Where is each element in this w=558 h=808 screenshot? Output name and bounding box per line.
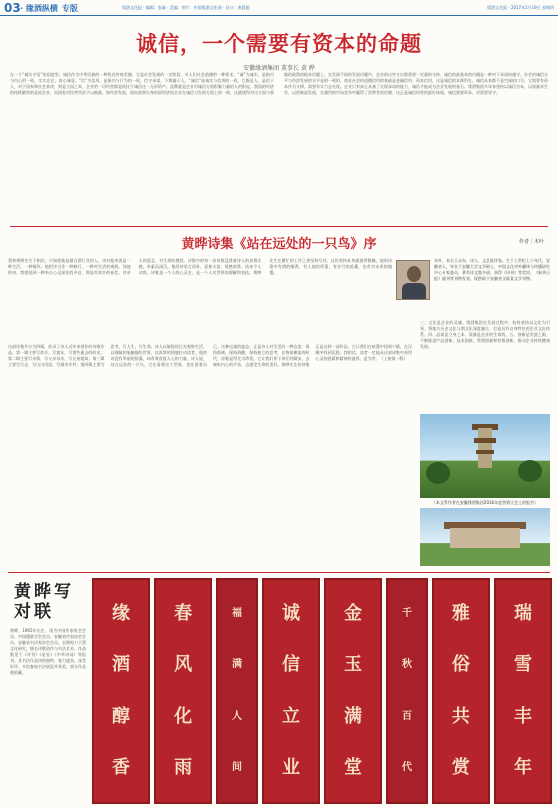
couplet-panel: 春 风 化 雨 <box>154 578 212 804</box>
article-continuation: 三、文化是企业的灵魂。缘酒集团在发展过程中，始终坚持以文化为引领，将地方历史文化与酒文化深度融合，打造具有自身特色的企业文化体系。四、品质是立身之本，质量是企业的生命线。五、创新是发展之源，不断推进产品创新、技术创新、管理创新和营销创新，推动企业持续健康发展。 <box>420 320 550 349</box>
article-byline: 安徽缘酒集团 董事长 黄 晔 <box>243 65 315 72</box>
article-headline: 诚信，一个需要有资本的命题 <box>136 31 422 56</box>
calligraphy-title: 黄晔写对联 <box>14 582 74 622</box>
section-divider <box>8 572 550 573</box>
preface-body: 我和黄晔先生不相识，只知道他是做白酒行业的人。诗对他来说是一种生活，一种情怀。他把诗当作一种修行，一种对生活的观照。读他的诗，我感觉到一种来自心灵深处的声音，那是对故乡的眷恋，对亲人的思念，对生命的感悟。诗集中的每一首诗都浸透着诗人的真情实感，朴素而深沉。他的诗语言质朴，意象丰富，情感真挚，读来令人动容。诗歌是一个人的心灵史，是一个人对世界的理解和表达。黄晔先生在繁忙的工作之余坚持写诗，这份坚持本身就值得敬佩。他的诗歌中有酒的醇香，有土地的厚重，有岁月的沧桑，也有对未来的憧憬。 <box>8 258 392 275</box>
article-body: 在一个“诚实守信”的国度里，诚信作为中华民族的一种优良传统美德，它是社会发展的一定阶段，对人们社会道德的一种要求。“诚”为诚实，是指内与内心的一致，实实在在，真心诚意。“信”为信用，是指内与行为的一致，信守承诺，不欺骗于人。“诚信”是诚实与信用的一致，它既是人，是信于人，对于国家和社会来讲，则是立国之本，企业的一切经营都是依托于诚信这一无形资产。品牌就是企业对诚信方面积累力量的人的积淀。我国的经济的持续繁荣的是原企业，而国家对民营经济予以鼓励，如经济发展，面向需要自身的原经济的企业在诚信与发展方面上的一致，这就使得对这方面与要做的政策的根本问题上，在发展不同的发展问题中，企业的这些支出都需要一定量的支持，诚信的最基本的内涵是一种对于承诺的遵守。社会的诚信水平与经济发展的水平是相一致的。商业社会的道德信用的基础是金融信用、资本信用，这是诚信的本源所在。诚信从来都不是空洞的口号，它需要有资本作为支撑，需要有实力去兑现。企业只有真正具备了兑现承诺的能力，诚信才能成为企业发展的基石。缘酒集团多年来坚持以诚信为本，以质量求生存，以创新谋发展，在激烈的市场竞争中赢得了消费者的信赖，这正是诚信经营的最好体现。诚信需要资本，更需要坚守。 <box>10 72 548 95</box>
couplet-panel: 雅 俗 共 赏 <box>432 578 490 804</box>
section-title: · 缘酒纵横 专版 <box>20 4 78 13</box>
couplet-panels <box>92 578 552 804</box>
page-header <box>0 0 558 16</box>
photo-caption: （本文系作者在安徽缘酒集团2016年度营销大会上的报告） <box>431 500 539 505</box>
couplet-panel: 诚 信 立 业 <box>262 578 320 804</box>
couplet-panel: 缘 酒 醇 香 <box>92 578 150 804</box>
page-number: 03 <box>4 1 21 15</box>
pagoda-photo <box>420 414 550 498</box>
header-info: 缘酒文化报 · 编辑：张雄 · 美编：图片：中国缘酒文化网 · 设计：康晨超 <box>122 5 250 10</box>
couplet-panel: 金 玉 满 堂 <box>324 578 382 804</box>
calligraphy-body: 黄晔，1965年出生，现为中国作家协会会员、中国楹联学会会员、安徽省作家协会会员、安徽省书法家协会会员。长期致力于酒文化研究，擅长诗歌创作与书法艺术，作品散见于《诗刊》《星星》《中华诗词》等报刊。其书法作品风格独特，笔力遒劲，深受好评，多次参加书法展览并获奖，部分作品被收藏。 <box>10 628 86 675</box>
section-divider <box>10 226 548 227</box>
building-photo <box>420 508 550 566</box>
couplet-panel: 千 秋 百 代 <box>386 578 428 804</box>
couplet-panel: 瑞 雪 丰 年 <box>494 578 552 804</box>
couplet-panel: 福 满 人 间 <box>216 578 258 804</box>
author-photo <box>396 260 430 300</box>
header-date: 缘酒文化报 · 2017年1月19日 星期四 <box>487 5 554 10</box>
preface-body-continued: 这部诗集共分为四辑，收录了诗人近年来创作的诗歌作品。第一辑主要写故乡，写童年，写那些逝去的时光；第二辑主要写亲情，写父亲母亲，写兄弟姐妹；第三辑主要写行走，写山川河流，写城市乡村；第四辑主要写思考，写人生，写生命。诗人以敏锐的目光观察生活，以细腻的笔触描绘世界，以真挚的情感打动读者。他的诗没有华丽的辞藻，却有着直抵人心的力量。诗人说，站在远处的一只鸟，它在看着这个世界，也在看着自己。这种远观的姿态，正是诗人对生活的一种态度：保持距离，保持清醒，保持独立的思考。在物欲横流的时代，诗歌显得尤为珍贵。它让我们停下匆忙的脚步，去倾听内心的声音，去感受生命的美好。黄晔先生的诗集正是这样一部作品，它让我们在喧嚣中找到宁静，在浮躁中找到沉稳。我相信，读者一定能从这部诗集中获得心灵的慰藉和精神的滋养。是为序。（上接第一版） <box>8 344 412 367</box>
preface-author: 作者｜木叶 <box>518 239 544 245</box>
author-bio: 木叶，本名王永东，诗人，文艺批评家。生于上世纪七十年代，安徽省人，毕业于安徽大学文学硕士，中国文化对外翻译与传播研究中心专家委员，著有诗文集多部，获得《诗刊》等奖项，《新华日报》副刊等刊物发表，现供职于安徽省文联某文学刊物。 <box>434 258 550 281</box>
poetry-preface-headline: 黄晔诗集《站在远处的一只鸟》序 <box>181 237 377 252</box>
